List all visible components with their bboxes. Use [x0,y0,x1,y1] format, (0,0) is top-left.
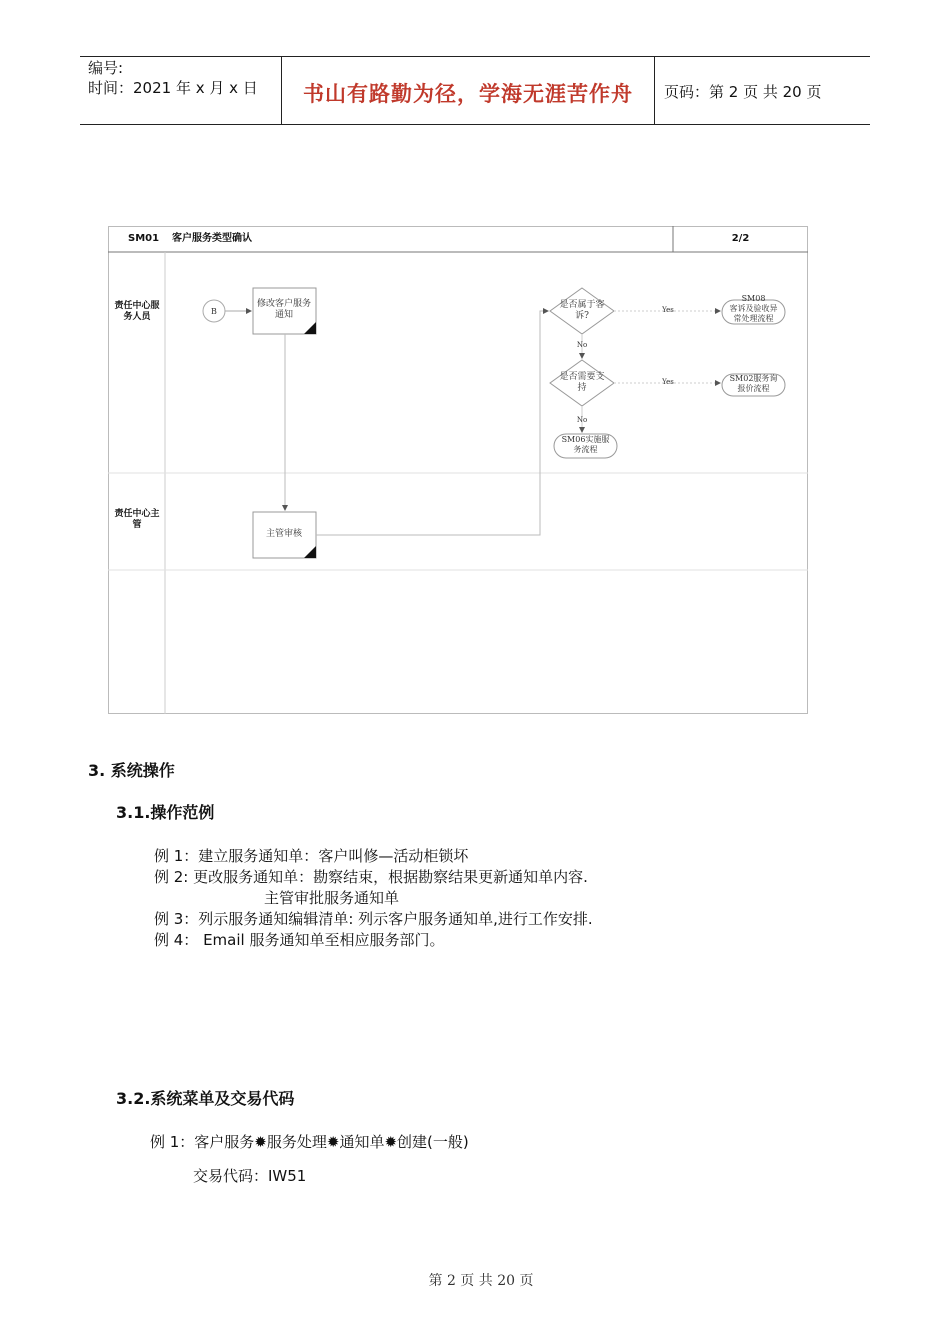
page-footer: 第 2 页 共 20 页 [428,1273,534,1289]
lane-label-service-staff: 责任中心服务人员 [114,301,160,322]
no-label: No [576,416,588,424]
terminal-sm02-label: SM02服务询报价流程 [729,374,778,393]
terminal-sm08-code: SM08 [741,294,766,303]
example-1: 例 1：建立服务通知单：客户叫修—活动柜锁坏 [154,847,469,865]
flowchart-code: SM01 [128,233,160,244]
document-time: 时间：2021 年 x 月 x 日 [88,79,258,97]
transaction-code: 交易代码：IW51 [193,1167,307,1185]
example-4: 例 4： Email 服务通知单至相应服务部门。 [154,931,445,949]
example-2: 例 2: 更改服务通知单：勘察结束，根据勘察结果更新通知单内容. [154,868,588,886]
section-3-1-title: 3.1.操作范例 [116,803,215,822]
yes-label: Yes [662,306,674,314]
header-motto: 书山有路勤为径，学海无涯苦作舟 [303,81,633,106]
manager-review-label: 主管审核 [265,529,302,539]
example-2-continued: 主管审批服务通知单 [264,889,400,907]
section-3-2-title: 3.2.系统菜单及交易代码 [116,1089,295,1108]
example-3: 例 3：列示服务通知编辑清单: 列示客户服务通知单,进行工作安排. [154,910,593,928]
document-number-label: 编号: [88,59,124,77]
header-page-info: 页码：第 2 页 共 20 页 [664,83,822,101]
connector-arrow [316,311,548,535]
decision-complaint-label: 是否属于客诉? [559,300,605,321]
header-bottom-rule [80,124,870,125]
yes-label: Yes [662,378,674,386]
section-3-title: 3. 系统操作 [88,761,175,780]
lane-label-manager: 责任中心主管 [114,509,160,530]
header-top-rule [80,56,870,57]
menu-path-example: 例 1：客户服务✹服务处理✹通知单✹创建(一般) [150,1133,469,1151]
modify-notice-label: 修改客户服务通知 [256,299,311,320]
flowchart-canvas [108,226,808,714]
flowchart-page: 2/2 [731,233,750,244]
header-divider [654,56,655,124]
flowchart-sm01 [108,226,808,714]
start-node-label: B [211,307,217,316]
terminal-sm06-label: SM06实施服务流程 [561,435,610,454]
no-label: No [576,341,588,349]
decision-support-label: 是否需要支持 [559,372,605,393]
terminal-sm08-label: 客诉及验收异常处理流程 [729,304,778,323]
flowchart-title: 客户服务类型确认 [172,233,252,244]
